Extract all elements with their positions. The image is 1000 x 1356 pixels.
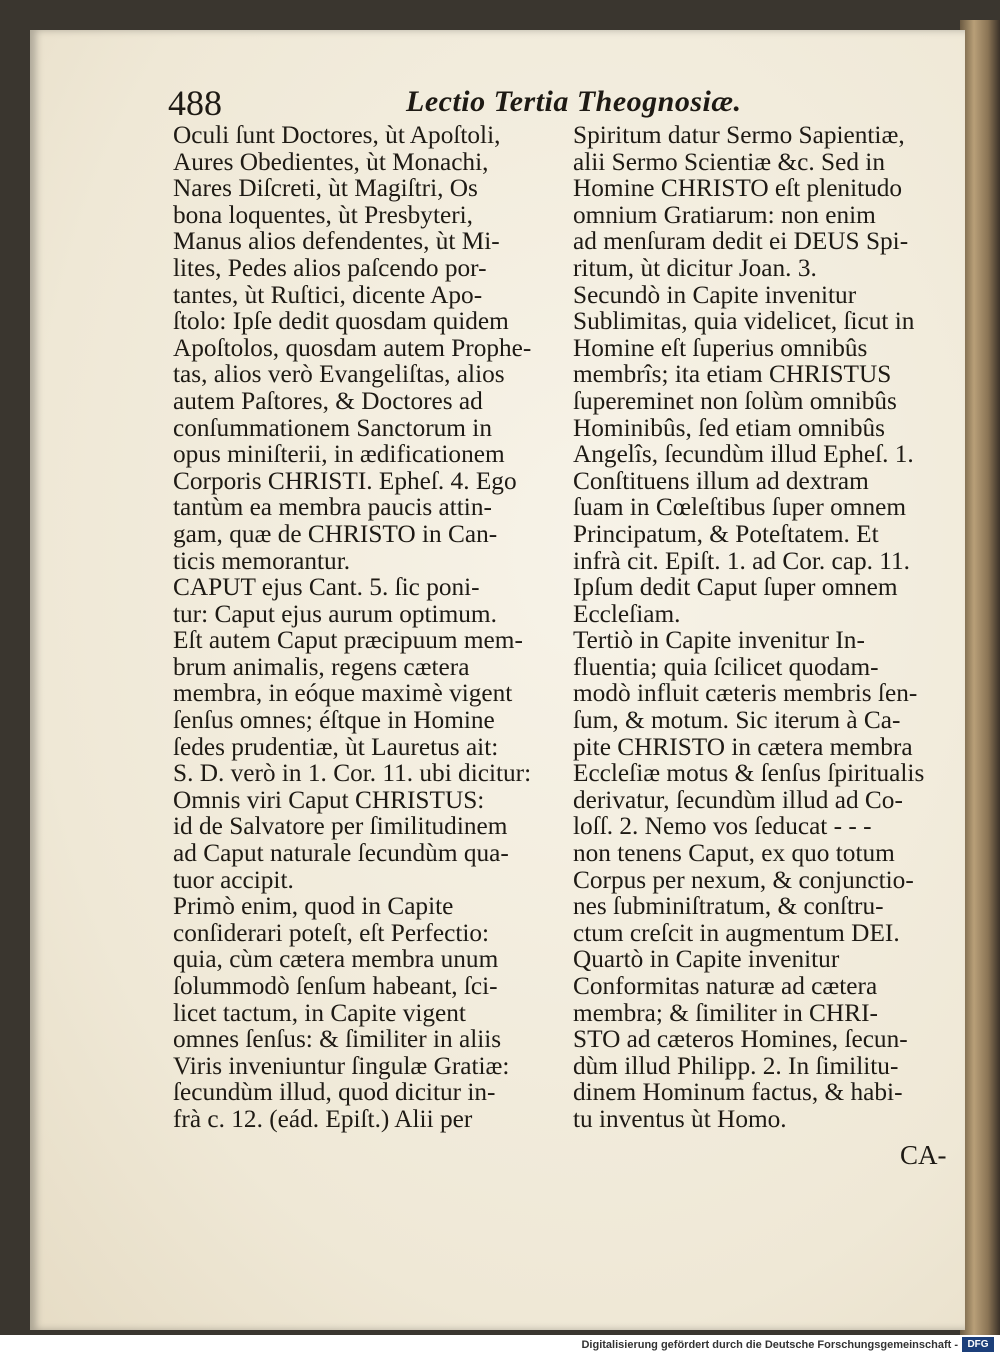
text-line: tu inventus ùt Homo. — [573, 1104, 787, 1133]
text-line: dinem Hominum factus, & habi- — [573, 1078, 903, 1107]
text-line: ſedes prudentiæ, ùt Lauretus ait: — [173, 732, 499, 761]
text-line: alii Sermo Scientiæ &c. Sed in — [573, 147, 885, 176]
text-line: ad menſuram dedit ei DEUS Spi- — [573, 227, 909, 256]
page-number: 488 — [168, 83, 222, 123]
text-line: conſummationem Sanctorum in — [173, 413, 492, 442]
text-line: Apoſtolos, quosdam autem Prophe- — [173, 333, 532, 362]
catchword: CA- — [900, 1140, 947, 1170]
text-line: Manus alios defendentes, ùt Mi- — [173, 227, 500, 256]
text-line: Hominibûs, ſed etiam omnibûs — [573, 413, 885, 442]
text-line: Conformitas naturæ ad cætera — [573, 972, 878, 1000]
text-line: membra; & ſimiliter in CHRI- — [573, 998, 878, 1027]
text-line: fluentia; quia ſcilicet quodam- — [573, 652, 879, 681]
text-line: Eccleſiæ motus & ſenſus ſpiritualis — [573, 759, 925, 788]
text-line: ſtolo: Ipſe dedit quosdam quidem — [173, 307, 509, 336]
text-line: Eſt autem Caput præcipuum mem- — [173, 626, 523, 655]
text-line: bona loquentes, ùt Presbyteri, — [173, 200, 473, 229]
text-line: ſolummodò ſenſum habeant, ſci- — [173, 972, 498, 1000]
text-line: ritum, ùt dicitur Joan. 3. — [573, 253, 817, 282]
text-line: Homine CHRISTO eſt plenitudo — [573, 174, 903, 203]
text-line: gam, quæ de CHRISTO in Can- — [173, 519, 498, 548]
text-line: Homine eſt ſuperius omnibûs — [573, 333, 868, 362]
text-line: Spiritum datur Sermo Sapientiæ, — [573, 121, 905, 149]
text-line: Principatum, & Poteſtatem. Et — [573, 519, 879, 548]
text-line: Viris inveniuntur ſingulæ Gratiæ: — [173, 1051, 510, 1080]
text-line: ſenſus omnes; éſtque in Homine — [173, 706, 495, 735]
text-line: Angelîs, ſecundùm illud Epheſ. 1. — [573, 440, 914, 469]
text-line: Corpus per nexum, & conjunctio- — [573, 865, 914, 894]
text-line: modò influit cæteris membris ſen- — [573, 679, 918, 708]
text-line: Tertiò in Capite invenitur In- — [573, 626, 865, 655]
text-line: ſupereminet non ſolùm omnibûs — [573, 386, 897, 415]
right-text-column — [573, 122, 953, 1133]
text-line: licet tactum, in Capite vigent — [173, 998, 466, 1027]
book-page — [30, 30, 965, 1330]
text-line: autem Paſtores, & Doctores ad — [173, 386, 483, 415]
text-line: Primò enim, quod in Capite — [173, 892, 454, 921]
text-line: Sublimitas, quia videlicet, ſicut in — [573, 307, 915, 336]
running-head: Lectio Tertia Theognosiæ. — [406, 85, 742, 118]
text-line: nes ſubminiſtratum, & conſtru- — [573, 892, 884, 921]
text-line: brum animalis, regens cætera — [173, 652, 470, 681]
text-line: ctum creſcit in augmentum DEI. — [573, 918, 900, 947]
left-text-column — [173, 122, 553, 1133]
text-line: Secundò in Capite invenitur — [573, 280, 857, 309]
text-line: Corporis CHRISTI. Epheſ. 4. Ego — [173, 466, 517, 495]
text-line: ſuam in Cœleſtibus ſuper omnem — [573, 493, 907, 522]
text-line: ad Caput naturale ſecundùm qua- — [173, 839, 509, 868]
text-line: ticis memorantur. — [173, 546, 351, 575]
text-line: tantes, ùt Ruſtici, dicente Apo- — [173, 280, 483, 309]
text-line: STO ad cæteros Homines, ſecun- — [573, 1025, 908, 1054]
text-line: CAPUT ejus Cant. 5. ſic poni- — [173, 573, 480, 602]
text-line: Conſtituens illum ad dextram — [573, 466, 869, 495]
text-line: derivatur, ſecundùm illud ad Co- — [573, 785, 903, 814]
text-line: frà c. 12. (eád. Epiſt.) Alii per — [173, 1104, 473, 1133]
text-line: Ipſum dedit Caput ſuper omnem — [573, 573, 898, 602]
text-line: ſum, & motum. Sic iterum à Ca- — [573, 706, 901, 735]
text-line: lites, Pedes alios paſcendo por- — [173, 253, 487, 282]
text-line: infrà cit. Epiſt. 1. ad Cor. cap. 11. — [573, 546, 910, 575]
text-line: ſecundùm illud, quod dicitur in- — [173, 1078, 496, 1107]
text-line: omnium Gratiarum: non enim — [573, 200, 876, 229]
text-line: Omnis viri Caput CHRISTUS: — [173, 785, 485, 814]
text-line: Aures Obedientes, ùt Monachi, — [173, 147, 489, 176]
text-line: Eccleſiam. — [573, 599, 681, 628]
text-line: quia, cùm cætera membra unum — [173, 945, 499, 974]
text-line: loſſ. 2. Nemo vos ſeducat - - - — [573, 812, 872, 841]
text-line: id de Salvatore per ſimilitudinem — [173, 812, 508, 841]
text-line: omnes ſenſus: & ſimiliter in aliis — [173, 1025, 502, 1054]
text-line: opus miniſterii, in ædificationem — [173, 440, 505, 469]
text-line: membrîs; ita etiam CHRISTUS — [573, 360, 892, 389]
text-line: non tenens Caput, ex quo totum — [573, 839, 895, 868]
text-line: Oculi ſunt Doctores, ùt Apoſtoli, — [173, 121, 501, 149]
text-line: S. D. verò in 1. Cor. 11. ubi dicitur: — [173, 759, 532, 788]
text-line: membra, in eóque maximè vigent — [173, 679, 513, 708]
text-line: tur: Caput ejus aurum optimum. — [173, 599, 497, 628]
digitization-credit: Digitalisierung gefördert durch die Deutsche Forschungsgemeinschaft - — [581, 1339, 958, 1351]
text-line: Quartò in Capite invenitur — [573, 945, 840, 974]
text-line: tas, alios verò Evangeliſtas, alios — [173, 360, 505, 389]
text-line: dùm illud Philipp. 2. In ſimilitu- — [573, 1051, 899, 1080]
book-edge — [960, 20, 1000, 1335]
text-line: tantùm ea membra paucis attin- — [173, 493, 492, 522]
dfg-logo: DFG — [962, 1337, 994, 1352]
text-line: conſiderari poteſt, eſt Perfectio: — [173, 918, 490, 947]
text-line: pite CHRISTO in cætera membra — [573, 732, 913, 761]
text-line: tuor accipit. — [173, 865, 294, 894]
text-line: Nares Diſcreti, ùt Magiſtri, Os — [173, 174, 478, 203]
